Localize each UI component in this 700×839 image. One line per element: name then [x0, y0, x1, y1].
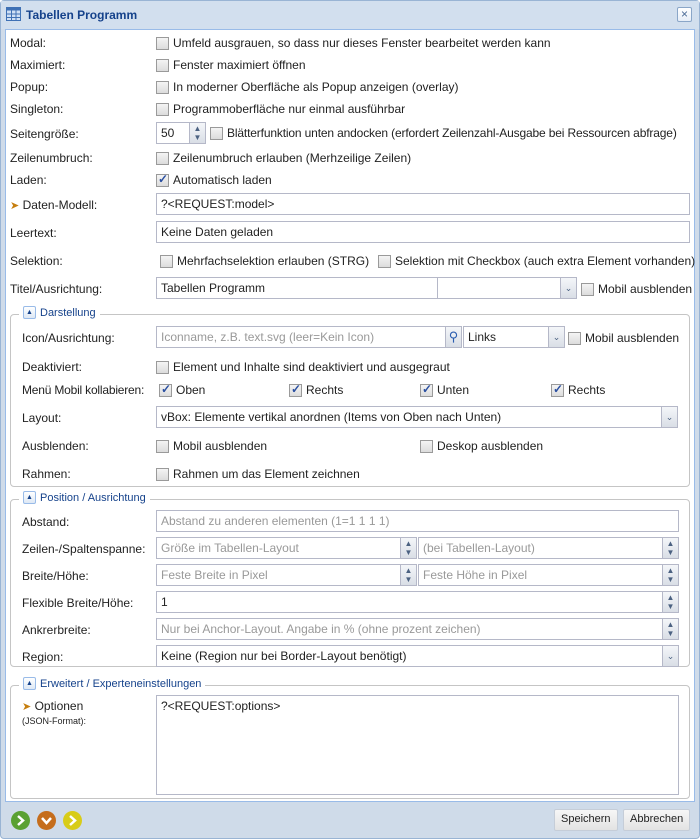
optionen-label-text: Optionen [34, 699, 84, 713]
close-icon[interactable]: × [677, 7, 692, 22]
selektion-checkbox-checkbox[interactable] [378, 254, 695, 268]
optionen-label [22, 699, 83, 713]
next-green-icon[interactable] [11, 811, 30, 830]
menu-rechts2-checkbox[interactable] [551, 383, 605, 397]
spanne-input-2[interactable]: (bei Tabellen-Layout) [418, 537, 663, 559]
collapse-icon[interactable]: ▲ [23, 677, 36, 690]
selektion-label: Selektion: [10, 254, 63, 268]
modal-checkbox-label: Umfeld ausgrauen, so dass nur dieses Fenster bearbeitet werden kann [173, 36, 551, 50]
titel-input[interactable]: Tabellen Programm [156, 277, 438, 299]
rahmen-checkbox-label: Rahmen um das Element zeichnen [173, 467, 360, 481]
deaktiviert-checkbox[interactable] [156, 360, 450, 374]
rahmen-checkbox[interactable] [156, 467, 360, 481]
table-icon [6, 7, 21, 21]
optionen-textarea[interactable]: ?<REQUEST:options> [156, 695, 679, 795]
ausblenden-desktop-checkbox[interactable] [420, 439, 543, 453]
seitengroesse-label: Seitengröße: [10, 127, 79, 141]
checkbox-icon[interactable] [156, 103, 169, 116]
spanne-label: Zeilen-/Spaltenspanne: [22, 542, 146, 556]
popup-checkbox-label: In moderner Oberfläche als Popup anzeigen (overlay) [173, 80, 459, 94]
menu-unten-checkbox[interactable] [420, 383, 469, 397]
ausblenden-mobil-checkbox[interactable] [156, 439, 267, 453]
menu-oben-checkbox[interactable] [159, 383, 205, 397]
spin-up-icon[interactable]: ▲ [404, 566, 413, 575]
breite-input[interactable]: Feste Breite in Pixel [156, 564, 401, 586]
spinner[interactable] [662, 591, 679, 613]
collapse-icon[interactable]: ▲ [23, 306, 36, 319]
menu-unten-label: Unten [437, 383, 470, 397]
spin-up-icon[interactable]: ▲ [666, 593, 675, 602]
spin-up-icon[interactable]: ▲ [404, 539, 413, 548]
singleton-label: Singleton: [10, 102, 64, 116]
icon-mobil-label: Mobil ausblenden [585, 331, 680, 345]
hoehe-input[interactable]: Feste Höhe in Pixel [418, 564, 663, 586]
checkbox-checked-icon[interactable] [156, 174, 169, 187]
spin-up-icon[interactable]: ▲ [666, 566, 675, 575]
checkbox-icon[interactable] [156, 361, 169, 374]
spin-down-icon[interactable]: ▼ [666, 575, 675, 584]
ausblenden-desktop-label: Deskop ausblenden [437, 439, 544, 453]
spin-up-icon[interactable]: ▲ [193, 124, 202, 133]
laden-checkbox[interactable] [156, 173, 272, 187]
popup-checkbox[interactable] [156, 80, 459, 94]
leertext-label: Leertext: [10, 226, 57, 240]
arrow-icon: ➤ [22, 701, 32, 713]
chevron-right-icon [63, 811, 82, 830]
popup-label: Popup: [10, 80, 49, 94]
maximiert-checkbox[interactable] [156, 58, 306, 72]
spinner[interactable] [662, 537, 679, 559]
dropdown-chevron-icon[interactable]: ⌄ [560, 277, 577, 299]
spin-down-icon[interactable]: ▼ [666, 629, 675, 638]
checkbox-icon[interactable] [378, 255, 391, 268]
titel-mobil-label: Mobil ausblenden [598, 282, 693, 296]
spinner[interactable] [400, 564, 417, 586]
darstellung-fieldset [10, 306, 690, 487]
menu-rechts-label: Rechts [306, 383, 344, 397]
window-title: Tabellen Programm [26, 8, 138, 22]
darstellung-legend[interactable] [19, 306, 100, 319]
leertext-input[interactable]: Keine Daten geladen [156, 221, 690, 243]
next-yellow-icon[interactable] [63, 811, 82, 830]
seitengroesse-input[interactable]: 50 [156, 122, 190, 144]
menu-mobil-label: Menü Mobil kollabieren: [22, 383, 145, 397]
spin-down-icon[interactable]: ▼ [404, 548, 413, 557]
ausblenden-label: Ausblenden: [22, 439, 89, 453]
checkbox-icon[interactable] [160, 255, 173, 268]
laden-checkbox-label: Automatisch laden [173, 173, 272, 187]
darstellung-legend-text: Darstellung [40, 306, 96, 319]
datenmodell-label [10, 198, 97, 212]
mehrfachselektion-checkbox[interactable] [160, 254, 369, 268]
deaktiviert-checkbox-label: Element und Inhalte sind deaktiviert und ausgegraut [173, 360, 450, 374]
position-legend[interactable] [19, 491, 150, 504]
spin-up-icon[interactable]: ▲ [666, 620, 675, 629]
abstand-label: Abstand: [22, 515, 70, 529]
datenmodell-label-text: Daten-Modell: [22, 198, 98, 212]
optionen-hint: (JSON-Format): [22, 716, 86, 726]
erweitert-legend[interactable] [19, 677, 205, 690]
flex-label: Flexible Breite/Höhe: [22, 596, 134, 610]
dropdown-chevron-icon[interactable]: ⌄ [548, 326, 565, 348]
dropdown-chevron-icon[interactable]: ⌄ [662, 645, 679, 667]
blaetter-checkbox[interactable] [210, 126, 677, 140]
zeilenumbruch-checkbox-label: Zeilenumbruch erlauben (Merhzeilige Zeilen) [173, 151, 412, 165]
modal-checkbox[interactable] [156, 36, 551, 50]
singleton-checkbox-label: Programmoberfläche nur einmal ausführbar [173, 102, 406, 116]
menu-rechts-checkbox[interactable] [289, 383, 343, 397]
cancel-button[interactable]: Abbrechen [623, 809, 690, 831]
spin-down-icon[interactable]: ▼ [666, 602, 675, 611]
expand-orange-icon[interactable] [37, 811, 56, 830]
spinner[interactable] [662, 564, 679, 586]
spinner[interactable] [400, 537, 417, 559]
maximiert-checkbox-label: Fenster maximiert öffnen [173, 58, 306, 72]
spanne-input-1[interactable]: Größe im Tabellen-Layout [156, 537, 401, 559]
position-fieldset [10, 491, 690, 667]
save-button[interactable]: Speichern [554, 809, 618, 831]
spin-down-icon[interactable]: ▼ [666, 548, 675, 557]
icon-mobil-checkbox[interactable] [568, 331, 679, 345]
icon-align-select[interactable]: Links [463, 326, 549, 348]
datenmodell-input[interactable]: ?<REQUEST:model> [156, 193, 690, 215]
form-body [5, 29, 695, 802]
collapse-icon[interactable]: ▲ [23, 491, 36, 504]
checkbox-checked-icon[interactable] [159, 384, 172, 397]
dropdown-chevron-icon[interactable]: ⌄ [661, 406, 678, 428]
icon-input[interactable]: Iconname, z.B. text.svg (leer=Kein Icon) [156, 326, 446, 348]
mehrfachselektion-label: Mehrfachselektion erlauben (STRG) [177, 254, 370, 268]
titel-align-select[interactable] [437, 277, 561, 299]
erweitert-legend-text: Erweitert / Experteneinstellungen [40, 677, 202, 690]
zeilenumbruch-label: Zeilenumbruch: [10, 151, 93, 165]
breite-label: Breite/Höhe: [22, 569, 89, 583]
layout-select[interactable]: vBox: Elemente vertikal anordnen (Items von Oben nach Unten) [156, 406, 662, 428]
laden-label: Laden: [10, 173, 47, 187]
deaktiviert-label: Deaktiviert: [22, 360, 83, 374]
arrow-icon: ➤ [10, 200, 20, 212]
spin-down-icon[interactable]: ▼ [193, 133, 202, 142]
checkbox-icon[interactable] [156, 81, 169, 94]
zeilenumbruch-checkbox[interactable] [156, 151, 411, 165]
checkbox-icon[interactable] [420, 440, 433, 453]
region-select[interactable]: Keine (Region nur bei Border-Layout benötigt) [156, 645, 663, 667]
chevron-down-icon [37, 811, 56, 830]
checkbox-icon[interactable] [156, 440, 169, 453]
icon-label: Icon/Ausrichtung: [22, 331, 115, 345]
checkbox-icon[interactable] [156, 468, 169, 481]
titel-mobil-checkbox[interactable] [581, 282, 692, 296]
rahmen-label: Rahmen: [22, 467, 71, 481]
maximiert-label: Maximiert: [10, 58, 66, 72]
seitengroesse-spinner[interactable] [189, 122, 206, 144]
selektion-checkbox-label: Selektion mit Checkbox (auch extra Element vorhanden) [395, 254, 696, 268]
titel-label: Titel/Ausrichtung: [10, 282, 103, 296]
menu-rechts2-label: Rechts [568, 383, 606, 397]
modal-label: Modal: [10, 36, 47, 50]
chevron-right-icon [11, 811, 30, 830]
checkbox-icon[interactable] [581, 283, 594, 296]
title-bar[interactable] [1, 1, 699, 29]
spin-up-icon[interactable]: ▲ [666, 539, 675, 548]
anker-label: Ankrerbreite: [22, 623, 91, 637]
region-label: Region: [22, 650, 64, 664]
menu-oben-label: Oben [176, 383, 206, 397]
singleton-checkbox[interactable] [156, 102, 405, 116]
abstand-input[interactable]: Abstand zu anderen elementen (1=1 1 1 1) [156, 510, 679, 532]
checkbox-icon[interactable] [156, 152, 169, 165]
ausblenden-mobil-label: Mobil ausblenden [173, 439, 268, 453]
position-legend-text: Position / Ausrichtung [40, 491, 146, 504]
spin-down-icon[interactable]: ▼ [404, 575, 413, 584]
checkbox-icon[interactable] [210, 127, 223, 140]
search-icon[interactable]: ⚲ [445, 326, 462, 348]
anker-input[interactable]: Nur bei Anchor-Layout. Angabe in % (ohne prozent zeichen) [156, 618, 663, 640]
checkbox-checked-icon[interactable] [289, 384, 302, 397]
spinner[interactable] [662, 618, 679, 640]
layout-label: Layout: [22, 411, 62, 425]
flex-input[interactable]: 1 [156, 591, 663, 613]
checkbox-icon[interactable] [156, 37, 169, 50]
blaetter-checkbox-label: Blätterfunktion unten andocken (erfordert Zeilenzahl-Ausgabe bei Ressourcen abfrage) [227, 126, 677, 140]
checkbox-checked-icon[interactable] [420, 384, 433, 397]
checkbox-icon[interactable] [568, 332, 581, 345]
erweitert-fieldset [10, 677, 690, 799]
checkbox-icon[interactable] [156, 59, 169, 72]
checkbox-checked-icon[interactable] [551, 384, 564, 397]
